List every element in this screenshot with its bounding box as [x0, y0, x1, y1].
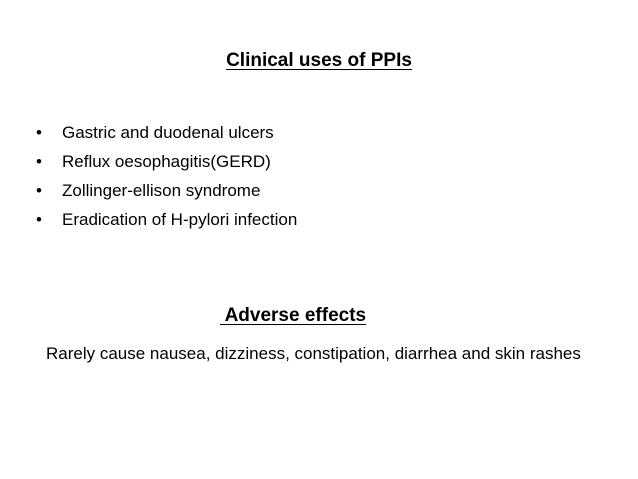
slide-title: Clinical uses of PPIs: [226, 50, 412, 71]
bullet-icon: •: [36, 123, 42, 142]
list-item: [36, 118, 297, 147]
bullet-icon: •: [36, 210, 42, 229]
list-item-text: Gastric and duodenal ulcers: [62, 123, 274, 142]
adverse-effects-heading: Adverse effects: [220, 305, 367, 326]
list-item-text: Zollinger-ellison syndrome: [62, 181, 261, 200]
list-item: [36, 205, 297, 234]
list-item-text: Eradication of H-pylori infection: [62, 210, 298, 229]
adverse-effects-text: Rarely cause nausea, dizziness, constipation, diarrhea and skin rashes: [46, 344, 581, 363]
list-item-text: Reflux oesophagitis(GERD): [62, 152, 271, 171]
bullet-icon: •: [36, 181, 42, 200]
clinical-uses-list: [36, 118, 297, 234]
list-item: [36, 176, 297, 205]
list-item: [36, 147, 297, 176]
bullet-icon: •: [36, 152, 42, 171]
